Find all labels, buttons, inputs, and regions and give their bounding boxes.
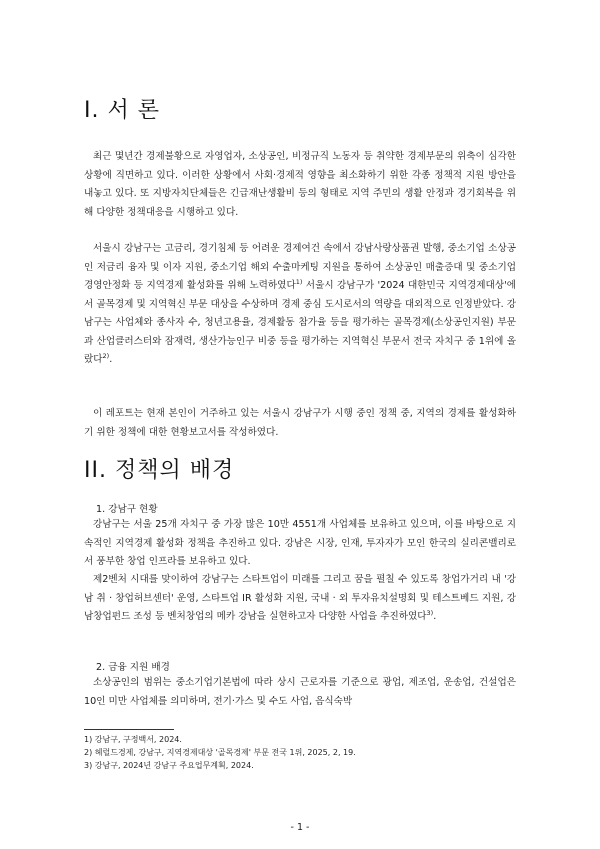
footnote-2: 2) 헤럴드경제, 강남구, 지역경제대상 '골목경제' 부문 전국 1위, 2025, 2, 19. [84, 748, 356, 757]
subsection-title-gangnam-status: 1. 강남구 현황 [96, 504, 158, 515]
intro-paragraph-2-text-b: 서울시 강남구가 '2024 대한민국 지역경제대상'에서 골목경제 및 지역혁신 부문 대상을 수상하며 경제 중심 도시로서의 역량을 대외적으로 인정받았다. 강남구는 사업체와 종사자 수, 청년고용율, 경제활동 참가율 등을 평가하는 골목경제(소상공인지원) 부문과 산업클러스터와 잠재력, 생산가능인구 비중 등을 평가하는 지역혁신 부문서 전국 자치구 중 1위에 올랐다 [84, 280, 516, 365]
page-number: - 1 - [290, 822, 310, 833]
footnote-divider [84, 729, 174, 730]
intro-paragraph-2 [84, 240, 516, 370]
section-heading-introduction: I. 서 론 [84, 98, 160, 123]
gangnam-status-paragraph-2-end: . [433, 611, 437, 622]
footnote-3: 3) 강남구, 2024년 강남구 주요업무계획, 2024. [84, 761, 254, 770]
gangnam-status-paragraph-2 [84, 571, 516, 627]
intro-paragraph-2-end: . [109, 354, 113, 365]
financial-support-paragraph: 소상공인의 범위는 중소기업기본법에 따라 상시 근로자를 기준으로 광업, 제조업, 운송업, 건설업은 10인 미만 사업체를 의미하며, 전기·가스 및 수도 사업, 음식숙박 [84, 677, 516, 707]
intro-paragraph-1: 최근 몇년간 경제불황으로 자영업자, 소상공인, 비정규직 노동자 등 취약한 경제부문의 위축이 심각한 상황에 직면하고 있다. 이러한 상황에서 사회·경제적 영향을 최소화하기 위한 각종 정책적 지원 방안을 내놓고 있다. 또 지방자치단체들은 긴급재난생활비 등의 형태로 지역 주민의 생활 안정과 경기회복을 위해 다양한 정책대응을 시행하고 있다. [84, 151, 516, 218]
gangnam-status-paragraph-1: 강남구는 서울 25개 자치구 중 가장 많은 10만 4551개 사업체를 보유하고 있으며, 이를 바탕으로 지속적인 지역경제 활성화 정책을 추진하고 있다. 강남은 시장, 인재, 투자자가 모인 한국의 실리콘밸리로서 풍부한 창업 인프라를 보유하고 있다. [84, 519, 516, 567]
footnote-mark-1: 1) [295, 278, 303, 286]
footnote-1: 1) 강남구, 구정백서, 2024. [84, 735, 182, 744]
gangnam-status-paragraph-2-text: 제2벤처 시대를 맞이하여 강남구는 스타트업이 미래를 그리고 꿈을 펼칠 수 있도록 창업가거리 내 '강남 취 · 창업허브센터' 운영, 스타트업 IR 활성화 지원, 국내 · 외 투자유치설명회 및 테스트베드 지원, 강남창업펀드 조성 등 벤처창업의 메카 강남을 실현하고자 다양한 사업을 추진하였다 [84, 574, 516, 622]
intro-paragraph-2-text-a: 서울시 강남구는 고금리, 경기침체 등 어려운 경제여건 속에서 강남사랑상품권 발행, 중소기업 소상공인 저금리 융자 및 이자 지원, 중소기업 해외 수출마케팅 지원을 통하여 소상공인 매출증대 및 중소기업 경영안정화 등 지역경제 활성화를 위해 노력하였다 [84, 243, 516, 291]
section-heading-policy-background: II. 정책의 배경 [84, 458, 235, 483]
footnote-mark-3: 3) [426, 609, 434, 617]
intro-paragraph-3: 이 레포트는 현재 본인이 거주하고 있는 서울시 강남구가 시행 중인 정책 중, 지역의 경제를 활성화하기 위한 정책에 대한 현황보고서를 작성하였다. [84, 408, 516, 438]
subsection-title-financial-support: 2. 금융 지원 배경 [96, 662, 170, 673]
footnote-mark-2: 2) [102, 352, 110, 360]
